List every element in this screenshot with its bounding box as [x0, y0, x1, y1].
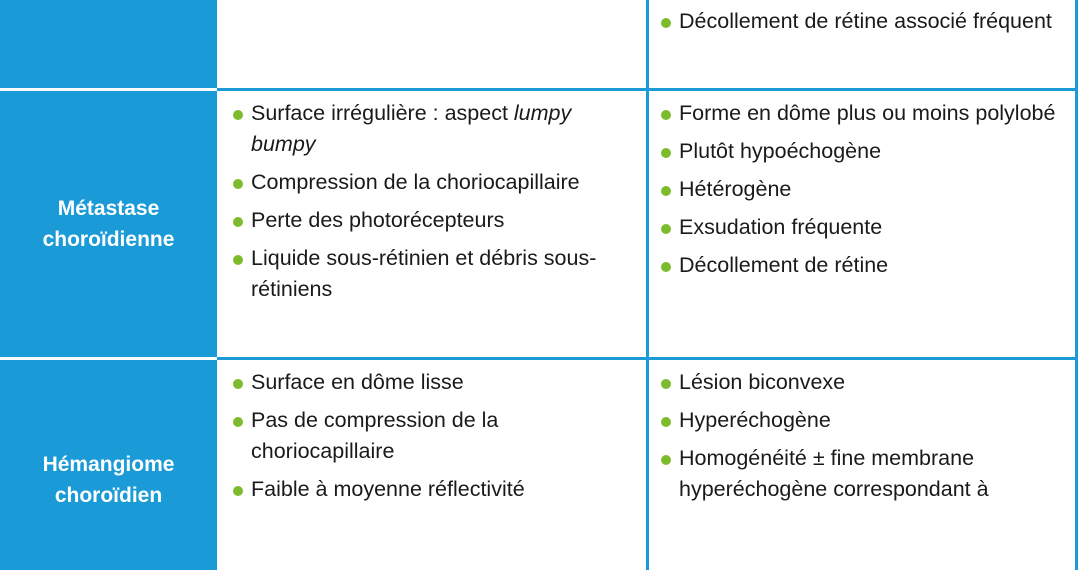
list-item: Hétérogène: [661, 174, 1064, 205]
column-divider: [646, 0, 649, 88]
list-item: [233, 98, 635, 160]
table-row: [0, 0, 1078, 88]
list-item: Plutôt hypoéchogène: [661, 136, 1064, 167]
row-header-label: Métastase choroïdienne: [42, 197, 175, 251]
list-item: Surface en dôme lisse: [233, 367, 635, 398]
bullet-list: [661, 367, 1064, 512]
row-header: [0, 91, 217, 357]
row-header: [0, 360, 217, 570]
list-item: Lésion biconvexe: [661, 367, 1064, 398]
bullet-list: [661, 98, 1064, 288]
table-row: [0, 360, 1078, 570]
list-item-italic: lumpy bumpy: [251, 101, 572, 156]
list-item: Forme en dôme plus ou moins polylobé: [661, 98, 1064, 129]
list-item: Décollement de rétine associé fréquent: [661, 6, 1064, 37]
cell-col2: [650, 360, 1078, 570]
cell-col2: [650, 91, 1078, 357]
list-item: Hyperéchogène: [661, 405, 1064, 436]
list-item: Faible à moyenne réflectivité: [233, 474, 635, 505]
list-item: Pas de compression de la choriocapillaire: [233, 405, 635, 467]
list-item: Exsudation fréquente: [661, 212, 1064, 243]
bullet-list: [233, 98, 635, 312]
row-header-label: Hémangiome choroïdien: [42, 453, 175, 507]
cell-col1: [217, 91, 647, 357]
cell-col1: [217, 0, 647, 88]
list-item: Décollement de rétine: [661, 250, 1064, 281]
list-item: Perte des photorécepteurs: [233, 205, 635, 236]
column-divider: [646, 91, 649, 357]
list-item: Compression de la choriocapillaire: [233, 167, 635, 198]
table-row: [0, 91, 1078, 357]
list-item: Liquide sous-rétinien et débris sous-rétiniens: [233, 243, 635, 305]
column-divider: [646, 360, 649, 570]
bullet-list: [661, 6, 1064, 44]
row-header: [0, 0, 217, 88]
bullet-list: [233, 367, 635, 512]
list-item: Homogénéité ± fine membrane hyperéchogène correspondant à: [661, 443, 1064, 505]
cell-col1: [217, 360, 647, 570]
list-item-text: Surface irrégulière : aspect: [251, 101, 514, 125]
cell-col2: [650, 0, 1078, 88]
